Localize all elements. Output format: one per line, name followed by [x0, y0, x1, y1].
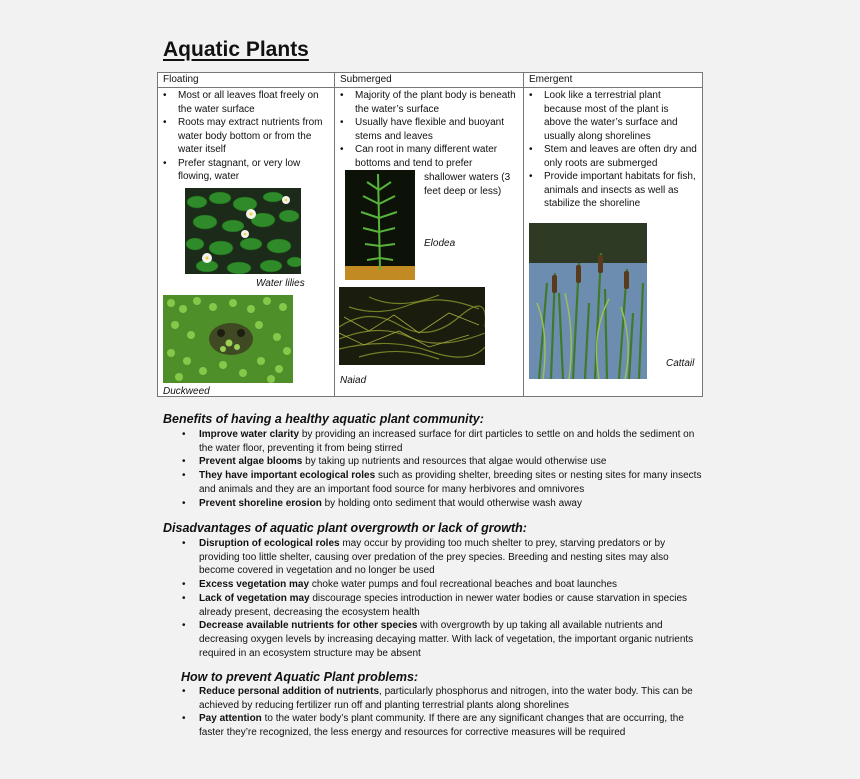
list-item: • Disruption of ecological roles may occur by providing too much shelter to prey, starving predators or by providing too little shelter, causing over predation of the prey species. Breeding and nesting sites may also become covered in vegetation and no longer be used	[163, 537, 703, 578]
list-item: • Usually have flexible and buoyant stems and leaves	[335, 116, 523, 143]
benefits-heading: Benefits of having a healthy aquatic plant community:	[163, 412, 484, 426]
column-header-floating: Floating	[158, 73, 334, 88]
submerged-bullets	[335, 89, 523, 170]
water-lilies-image	[185, 188, 301, 274]
list-item: • Provide important habitats for fish, animals and insects as well as stabilize the shoreline	[524, 170, 702, 211]
column-emergent	[524, 73, 702, 396]
list-item: • They have important ecological roles such as providing shelter, breeding sites or nesting sites for many insects and animals and they are an important food source for many herbivores and omnivores	[163, 469, 703, 496]
column-header-submerged: Submerged	[335, 73, 523, 88]
list-item: • Roots may extract nutrients from water body bottom or from the water itself	[158, 116, 334, 157]
submerged-bullet-continuation: shallower waters (3 feet deep or less)	[424, 172, 511, 197]
caption-naiad: Naiad	[340, 375, 367, 386]
list-item: • Reduce personal addition of nutrients, particularly phosphorus and nitrogen, into the water body. This can be achieved by reducing fertilizer run off and planting terrestrial plants along shorelines	[163, 685, 703, 712]
caption-duckweed: Duckweed	[163, 386, 210, 397]
column-header-emergent: Emergent	[524, 73, 702, 88]
list-item: • Excess vegetation may choke water pumps and foul recreational beaches and boat launches	[163, 578, 703, 592]
duckweed-image	[163, 295, 293, 383]
list-item: • Improve water clarity by providing an increased surface for dirt particles to settle on and holds the sediment on the water floor, preventing it from being stirred	[163, 428, 703, 455]
list-item: • Lack of vegetation may discourage species introduction in newer water bodies or cause starvation in species already present, decreasing the ecosystem health	[163, 592, 703, 619]
caption-elodea: Elodea	[424, 238, 456, 249]
caption-cattail: Cattail	[666, 358, 695, 369]
list-item: • Prevent algae blooms by taking up nutrients and resources that algae would otherwise use	[163, 455, 703, 469]
page-title: Aquatic Plants	[163, 38, 309, 61]
naiad-image	[339, 287, 485, 365]
disadvantages-heading: Disadvantages of aquatic plant overgrowth or lack of growth:	[163, 521, 527, 535]
benefits-list	[163, 428, 703, 510]
prevention-heading: How to prevent Aquatic Plant problems:	[181, 670, 419, 684]
column-submerged	[335, 73, 524, 396]
list-item: • Most or all leaves float freely on the water surface	[158, 89, 334, 116]
list-item: • Majority of the plant body is beneath the water’s surface	[335, 89, 523, 116]
list-item: • Look like a terrestrial plant because most of the plant is above the water’s surface and usually along shorelines	[524, 89, 702, 143]
list-item: • Pay attention to the water body’s plant community. If there are any significant changes that are occurring, the faster they’re recognized, the less energy and resources for corrective measures will be required	[163, 712, 703, 739]
list-item: • Decrease available nutrients for other species with overgrowth by up taking all available nutrients and decreasing oxygen levels by increasing decaying matter. With lack of vegetation, the important organic nutrients required in an ecosystem structure may be absent	[163, 619, 703, 660]
list-item: • Prefer stagnant, or very low flowing, water	[158, 157, 334, 184]
list-item: • Can root in many different water bottoms and tend to prefer	[335, 143, 523, 170]
plant-types-table	[157, 72, 703, 397]
list-item: • Stem and leaves are often dry and only roots are submerged	[524, 143, 702, 170]
disadvantages-list	[163, 537, 703, 660]
elodea-image	[345, 170, 415, 280]
cattail-image	[529, 223, 647, 379]
list-item: • Prevent shoreline erosion by holding onto sediment that would otherwise wash away	[163, 497, 703, 511]
emergent-bullets	[524, 89, 702, 211]
prevention-list	[163, 685, 703, 740]
floating-bullets	[158, 89, 334, 184]
caption-water-lilies: Water lilies	[256, 278, 305, 289]
column-floating	[158, 73, 335, 396]
